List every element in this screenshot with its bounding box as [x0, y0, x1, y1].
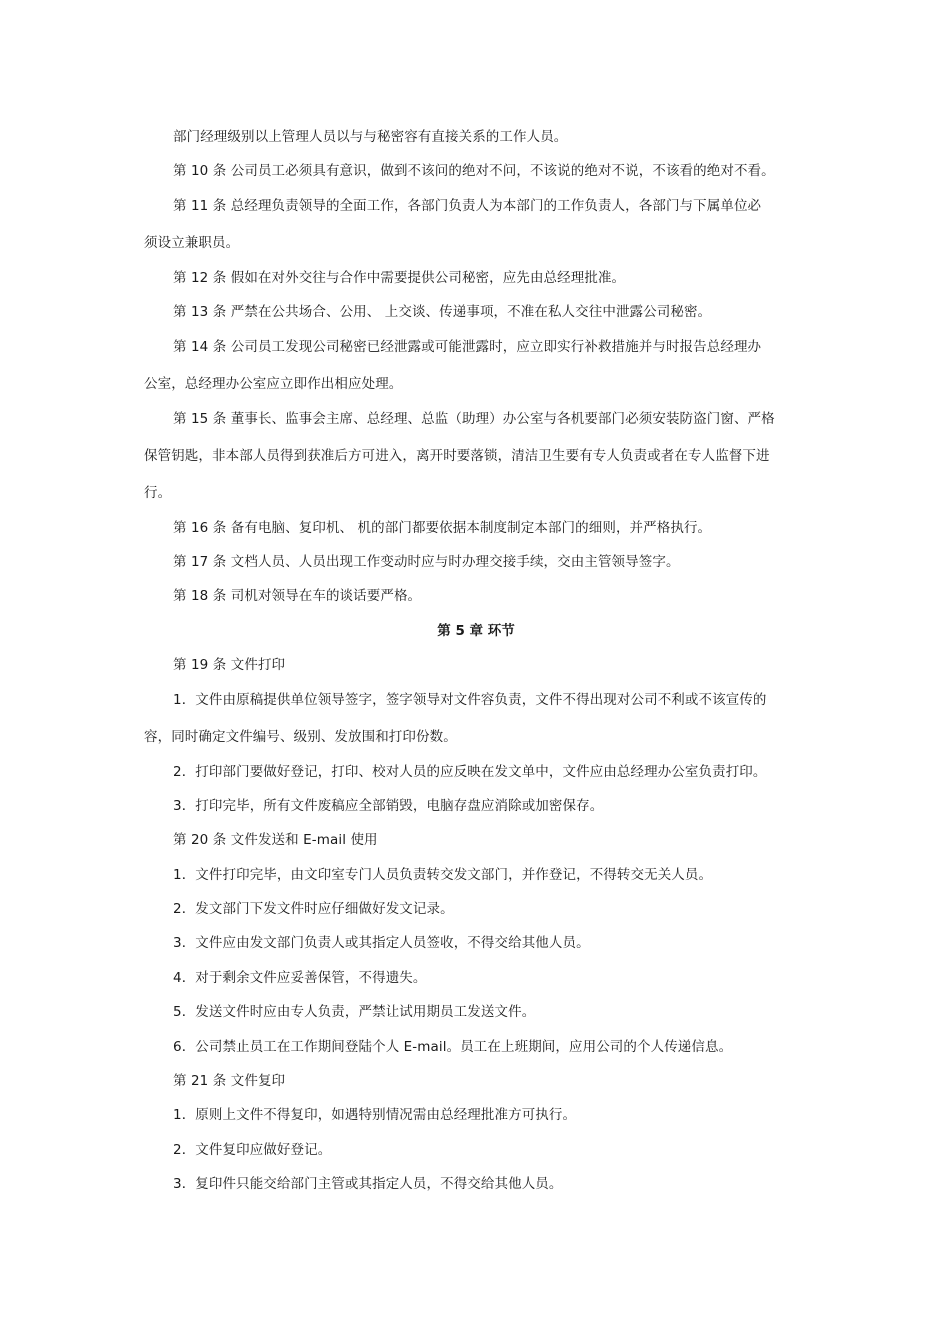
paragraph-line: 第 14 条 公司员工发现公司秘密已经泄露或可能泄露时，应立即实行补救措施并与时报告总经理办: [173, 339, 762, 355]
paragraph-line: 3．复印件只能交给部门主管或其指定人员，不得交给其他人员。: [173, 1176, 563, 1192]
paragraph-line: 1．原则上文件不得复印，如遇特别情况需由总经理批准方可执行。: [173, 1107, 577, 1123]
paragraph-line: 行。: [144, 485, 172, 501]
paragraph-line: 第 11 条 总经理负责领导的全面工作，各部门负责人为本部门的工作负责人，各部门与下属单位必: [173, 198, 762, 214]
paragraph-line: 第 18 条 司机对领导在车的谈话要严格。: [173, 588, 422, 604]
paragraph-line: 3．文件应由发文部门负责人或其指定人员签收，不得交给其他人员。: [173, 935, 590, 951]
paragraph-line: 2．发文部门下发文件时应仔细做好发文记录。: [173, 901, 454, 917]
paragraph-line: 5．发送文件时应由专人负责，严禁让试用期员工发送文件。: [173, 1004, 536, 1020]
paragraph-line: 第 17 条 文档人员、人员出现工作变动时应与时办理交接手续，交由主管领导签字。: [173, 554, 680, 570]
paragraph-line: 2．打印部门要做好登记，打印、校对人员的应反映在发文单中，文件应由总经理办公室负责打印。: [173, 764, 767, 780]
paragraph-line: 1．文件由原稿提供单位领导签字，签字领导对文件容负责，文件不得出现对公司不利或不该宣传的: [173, 692, 767, 708]
chapter-heading: 第 5 章 环节: [437, 623, 515, 639]
paragraph-line: 第 10 条 公司员工必须具有意识，做到不该问的绝对不问，不该说的绝对不说，不该看的绝对不看。: [173, 163, 775, 179]
paragraph-line: 6．公司禁止员工在工作期间登陆个人 E-mail。员工在上班期间，应用公司的个人传递信息。: [173, 1039, 733, 1055]
paragraph-line: 部门经理级别以上管理人员以与与秘密容有直接关系的工作人员。: [173, 129, 568, 145]
paragraph-line: 第 12 条 假如在对外交往与合作中需要提供公司秘密，应先由总经理批准。: [173, 270, 626, 286]
section-title: 第 21 条 文件复印: [173, 1073, 286, 1089]
paragraph-line: 4．对于剩余文件应妥善保管，不得遗失。: [173, 970, 427, 986]
paragraph-line: 第 15 条 董事长、监事会主席、总经理、总监（助理）办公室与各机要部门必须安装防盗门窗、严格: [173, 411, 775, 427]
paragraph-line: 第 16 条 备有电脑、复印机、 机的部门都要依据本制度制定本部门的细则，并严格执行。: [173, 520, 712, 536]
paragraph-line: 保管钥匙，非本部人员得到获准后方可进入，离开时要落锁，清洁卫生要有专人负责或者在专人监督下进: [144, 448, 770, 464]
section-title: 第 19 条 文件打印: [173, 657, 286, 673]
paragraph-line: 1．文件打印完毕，由文印室专门人员负责转交发文部门，并作登记，不得转交无关人员。: [173, 867, 713, 883]
section-title: 第 20 条 文件发送和 E-mail 使用: [173, 832, 378, 848]
paragraph-line: 须设立兼职员。: [144, 235, 240, 251]
paragraph-line: 3．打印完毕，所有文件废稿应全部销毁，电脑存盘应消除或加密保存。: [173, 798, 604, 814]
paragraph-line: 公室，总经理办公室应立即作出相应处理。: [144, 376, 403, 392]
paragraph-line: 第 13 条 严禁在公共场合、公用、 上交谈、传递事项，不准在私人交往中泄露公司秘密。: [173, 304, 712, 320]
paragraph-line: 2．文件复印应做好登记。: [173, 1142, 332, 1158]
paragraph-line: 容，同时确定文件编号、级别、发放围和打印份数。: [144, 729, 457, 745]
